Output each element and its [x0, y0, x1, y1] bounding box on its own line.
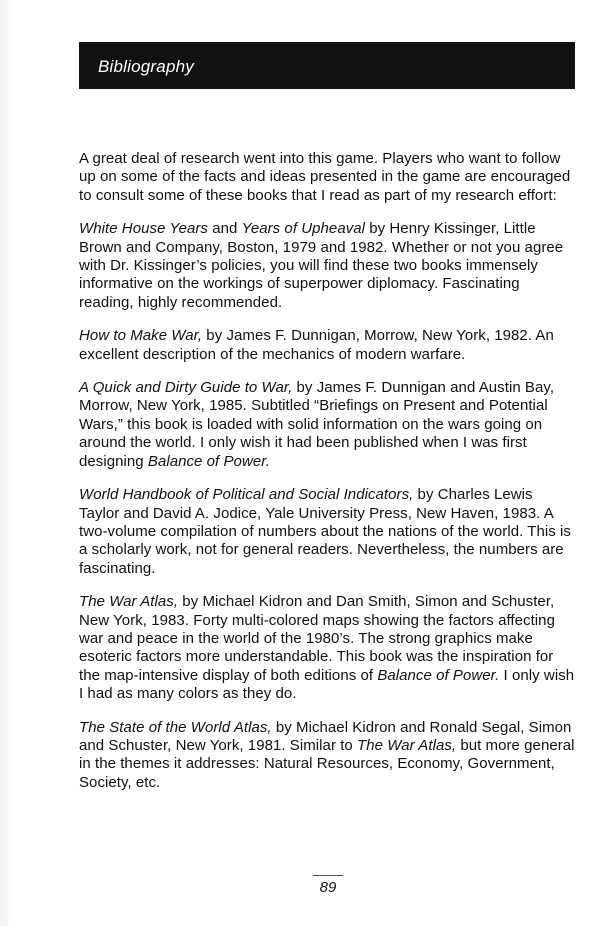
entry-conjunction: and [207, 220, 242, 238]
entry-text-after: I only wish I had as many colors as they do. [79, 666, 575, 703]
bibliography-body [79, 150, 575, 807]
entry-text: by Michael Kidron and Ronald Segal, Simon and Schuster, New York, 1981. Similar to [79, 718, 572, 754]
bibliography-entry [79, 379, 575, 471]
entry-text: by Michael Kidron and Dan Smith, Simon and Schuster, New York, 1983. Forty multi-colored maps showing the factors affecting war and peace in the world of the 1980’s. The strong graphics make esoteric factors more understandable. This book was the inspiration for the map-intensive display of both editions of [79, 593, 555, 684]
game-title: Balance of Power. [377, 666, 500, 684]
book-title: A Quick and Dirty Guide to War, [79, 379, 293, 397]
book-title: The State of the World Atlas, [79, 718, 272, 736]
bibliography-entry [79, 719, 575, 793]
book-title: World Handbook of Political and Social Indicators, [79, 486, 414, 504]
intro-paragraph: A great deal of research went into this game. Players who want to follow up on some of the facts and ideas presented in the game are encouraged to consult some of these books that I read as part of my research effort: [79, 150, 571, 204]
bibliography-entry [79, 327, 575, 364]
entry-text: by Henry Kissinger, Little Brown and Company, Boston, 1979 and 1982. Whether or not you agree with Dr. Kissinger’s policies, you will find these two books immensely informative on the workings of superpower diplomacy. Fascinating reading, highly recommended. [79, 220, 564, 311]
book-title: Years of Upheaval [241, 220, 366, 238]
game-title: Balance of Power. [147, 452, 270, 470]
entry-text-after: but more general in the themes it addresses: Natural Resources, Economy, Government, Society, etc. [79, 736, 575, 791]
bibliography-entry [79, 220, 575, 312]
book-title: How to Make War, [79, 327, 203, 345]
entry-text: by James F. Dunnigan, Morrow, New York, 1982. An excellent description of the mechanics of modern warfare. [79, 327, 554, 363]
page-edge-shadow [0, 0, 14, 926]
entry-text: by James F. Dunnigan and Austin Bay, Morrow, New York, 1985. Subtitled “Briefings on Present and Potential Wars,” this book is loaded with solid information on the wars going on around the world. I only wish it had been published when I was first designing [79, 379, 555, 470]
referenced-title: The War Atlas, [357, 736, 457, 754]
page-number-rule [313, 875, 343, 876]
bibliography-entry [79, 486, 575, 578]
book-title: White House Years [79, 220, 208, 238]
bibliography-entry [79, 593, 575, 703]
book-title: The War Atlas, [79, 593, 179, 611]
section-header-bar [79, 42, 575, 89]
entry-text: by Charles Lewis Taylor and David A. Jodice, Yale University Press, New Haven, 1983. A two-volume compilation of numbers about the nations of the world. This is a scholarly work, not for general readers. Nevertheless, the numbers are fascinating. [79, 486, 571, 577]
page-number: 89 [319, 879, 337, 896]
section-title: Bibliography [98, 57, 194, 76]
